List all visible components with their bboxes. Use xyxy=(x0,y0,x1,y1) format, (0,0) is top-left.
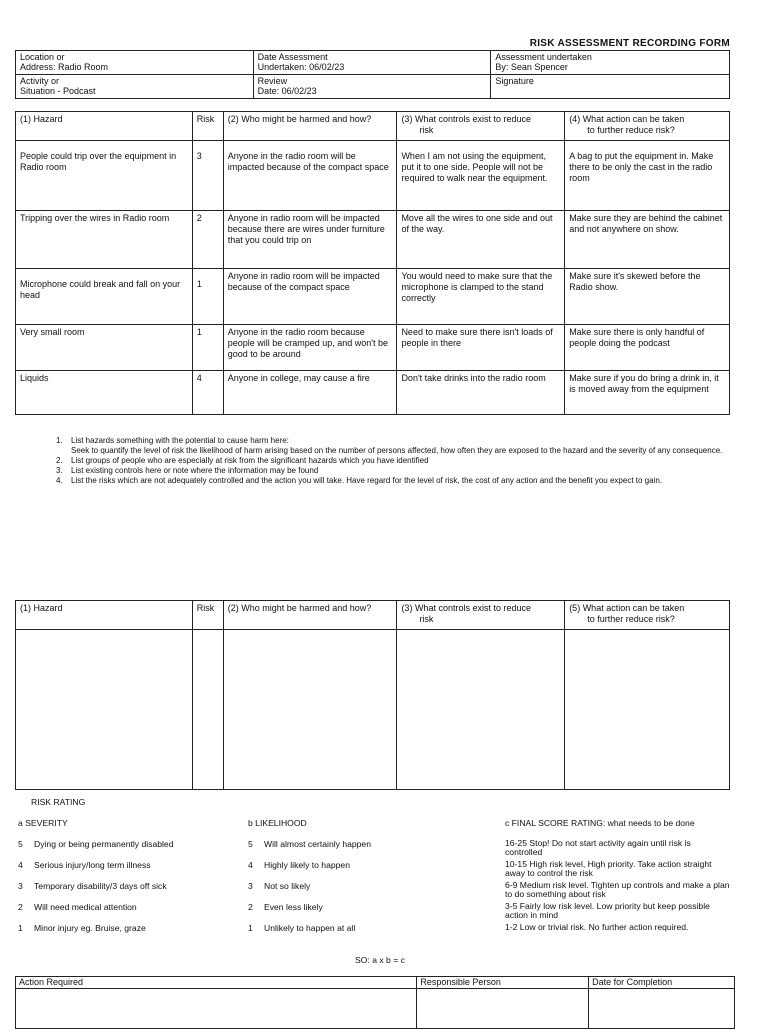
severity-score: 1 xyxy=(18,923,23,933)
table-row xyxy=(16,325,730,371)
likelihood-score: 3 xyxy=(248,881,253,891)
risk-rating-title: RISK RATING xyxy=(31,797,86,807)
col-controls-line1: (3) What controls exist to reduce xyxy=(401,114,531,124)
likelihood-item xyxy=(248,902,488,923)
likelihood-item xyxy=(248,923,488,944)
hazard-cell: People could trip over the equipment in Radio room xyxy=(16,141,193,211)
likelihood-score: 4 xyxy=(248,860,253,870)
severity-score: 4 xyxy=(18,860,23,870)
blank-controls-cell[interactable] xyxy=(397,630,565,790)
location-label: Location or xyxy=(20,52,65,62)
likelihood-title: b LIKELIHOOD xyxy=(248,818,307,828)
final-score-item: 6-9 Medium risk level. Tighten up controls and make a plan to do something about risk xyxy=(505,880,730,900)
action-required-cell[interactable] xyxy=(16,989,417,1029)
note-item xyxy=(56,436,736,446)
likelihood-text: Not so likely xyxy=(264,881,311,891)
action-row xyxy=(16,989,735,1029)
likelihood-text: Even less likely xyxy=(264,902,323,912)
action-cell: Make sure there is only handful of people doing the podcast xyxy=(565,325,730,371)
risk-cell: 1 xyxy=(192,325,223,371)
col-controls-line2: risk xyxy=(419,613,434,624)
col-who: (2) Who might be harmed and how? xyxy=(223,112,397,141)
likelihood-list xyxy=(248,839,488,944)
col-action-line1: (5) What action can be taken xyxy=(569,603,685,613)
note-number xyxy=(56,446,71,456)
col-controls-line2: risk xyxy=(419,124,434,135)
col-action-required: Action Required xyxy=(16,977,417,989)
col-risk: Risk xyxy=(192,112,223,141)
severity-item xyxy=(18,923,238,944)
undertaken-value: Undertaken: 06/02/23 xyxy=(257,62,345,73)
blank-hazard-cell[interactable] xyxy=(16,630,193,790)
final-score-title: c FINAL SCORE RATING: what needs to be done xyxy=(505,818,695,828)
severity-list xyxy=(18,839,238,944)
controls-cell: Need to make sure there isn't loads of people in there xyxy=(397,325,565,371)
table-row xyxy=(16,141,730,211)
hazard-cell: Tripping over the wires in Radio room xyxy=(16,211,193,269)
signature-label: Signature xyxy=(495,76,534,86)
who-cell: Anyone in radio room will be impacted because there are wires under furniture that you could trip on xyxy=(223,211,397,269)
review-date-value: Date: 06/02/23 xyxy=(257,86,317,97)
action-cell: Make sure if you do bring a drink in, it is moved away from the equipment xyxy=(565,371,730,415)
controls-cell: Don't take drinks into the radio room xyxy=(397,371,565,415)
col-action xyxy=(565,112,730,141)
date-for-completion-cell[interactable] xyxy=(589,989,735,1029)
col-action-line2: to further reduce risk? xyxy=(587,613,675,624)
date-label: Date Assessment xyxy=(257,52,328,62)
hazard-cell: Microphone could break and fall on your head xyxy=(16,269,193,325)
severity-item xyxy=(18,881,238,902)
hazard-table-header xyxy=(16,112,730,141)
likelihood-item xyxy=(248,881,488,902)
risk-cell: 3 xyxy=(192,141,223,211)
form-title: RISK ASSESSMENT RECORDING FORM xyxy=(529,38,730,49)
severity-item xyxy=(18,860,238,881)
formula-text: SO: a x b = c xyxy=(355,955,405,965)
likelihood-text: Highly likely to happen xyxy=(264,860,350,870)
note-item xyxy=(56,476,736,486)
note-text: Seek to quantify the level of risk the likelihood of harm arising based on the number of persons affected, how often they are exposed to the hazard and the severity of any consequence. xyxy=(71,446,723,455)
col-who: (2) Who might be harmed and how? xyxy=(223,601,397,630)
final-score-item: 3-5 Fairly low risk level. Low priority but keep possible action in mind xyxy=(505,901,710,921)
col-action xyxy=(565,601,730,630)
who-cell: Anyone in radio room will be impacted because of the compact space xyxy=(223,269,397,325)
instructions-list xyxy=(56,436,736,486)
risk-cell: 4 xyxy=(192,371,223,415)
note-text: List groups of people who are especially at risk from the significant hazards which you have identified xyxy=(71,456,429,465)
col-action-line1: (4) What action can be taken xyxy=(569,114,685,124)
note-number: 4. xyxy=(56,476,63,485)
col-controls xyxy=(397,601,565,630)
who-cell: Anyone in the radio room will be impacted because of the compact space xyxy=(223,141,397,211)
assessment-label: Assessment undertaken xyxy=(495,52,592,62)
final-score-item: 10-15 High risk level, High priority. Take action straight away to control the risk xyxy=(505,859,712,879)
severity-item xyxy=(18,902,238,923)
col-responsible-person: Responsible Person xyxy=(417,977,589,989)
table-row xyxy=(16,211,730,269)
likelihood-item xyxy=(248,860,488,881)
blank-who-cell[interactable] xyxy=(223,630,397,790)
review-cell xyxy=(253,75,491,99)
signature-cell xyxy=(491,75,730,99)
col-controls-line1: (3) What controls exist to reduce xyxy=(401,603,531,613)
col-hazard: (1) Hazard xyxy=(16,112,193,141)
col-action-line2: to further reduce risk? xyxy=(587,124,675,135)
note-text: List existing controls here or note where the information may be found xyxy=(71,466,319,475)
action-table-header xyxy=(16,977,735,989)
final-score-item: 16-25 Stop! Do not start activity again until risk is controlled xyxy=(505,838,691,858)
severity-item xyxy=(18,839,238,860)
likelihood-text: Unlikely to happen at all xyxy=(264,923,356,933)
action-cell: Make sure it's skewed before the Radio show. xyxy=(565,269,730,325)
hazard-cell: Very small room xyxy=(16,325,193,371)
controls-cell: Move all the wires to one side and out of the way. xyxy=(397,211,565,269)
blank-risk-cell[interactable] xyxy=(192,630,223,790)
col-hazard: (1) Hazard xyxy=(16,601,193,630)
severity-text: Serious injury/long term illness xyxy=(34,860,151,870)
col-risk: Risk xyxy=(192,601,223,630)
note-number: 2. xyxy=(56,456,63,465)
final-score-list xyxy=(505,839,730,944)
severity-score: 3 xyxy=(18,881,23,891)
severity-text: Minor injury eg. Bruise, graze xyxy=(34,923,146,933)
likelihood-score: 2 xyxy=(248,902,253,912)
blank-action-cell[interactable] xyxy=(565,630,730,790)
risk-cell: 2 xyxy=(192,211,223,269)
table-row xyxy=(16,371,730,415)
action-cell: A bag to put the equipment in. Make there to be only the cast in the radio room xyxy=(565,141,730,211)
activity-cell xyxy=(16,75,254,99)
severity-text: Will need medical attention xyxy=(34,902,137,912)
location-cell xyxy=(16,51,254,75)
severity-score: 2 xyxy=(18,902,23,912)
action-table xyxy=(15,976,735,1029)
hazard-cell: Liquids xyxy=(16,371,193,415)
note-item xyxy=(56,466,736,476)
likelihood-text: Will almost certainly happen xyxy=(264,839,371,849)
severity-title: a SEVERITY xyxy=(18,818,68,828)
col-date-for-completion: Date for Completion xyxy=(589,977,735,989)
controls-cell: You would need to make sure that the microphone is clamped to the stand correctly xyxy=(397,269,565,325)
situation-value: Situation - Podcast xyxy=(20,86,96,97)
note-item xyxy=(56,446,736,456)
blank-hazard-table xyxy=(15,600,730,790)
note-text: List the risks which are not adequately controlled and the action you will take. Have regard for the level of risk, the cost of any action and the benefit you expect to gain. xyxy=(71,476,663,485)
assessor-value: By: Sean Spencer xyxy=(495,62,568,73)
severity-score: 5 xyxy=(18,839,23,849)
likelihood-item xyxy=(248,839,488,860)
risk-cell: 1 xyxy=(192,269,223,325)
who-cell: Anyone in college, may cause a fire xyxy=(223,371,397,415)
likelihood-score: 1 xyxy=(248,923,253,933)
address-value: Address: Radio Room xyxy=(20,62,109,73)
hazard-table xyxy=(15,111,730,415)
who-cell: Anyone in the radio room because people will be cramped up, and won't be good to be around xyxy=(223,325,397,371)
note-number: 1. xyxy=(56,436,63,445)
note-number: 3. xyxy=(56,466,63,475)
activity-label: Activity or xyxy=(20,76,60,86)
responsible-person-cell[interactable] xyxy=(417,989,589,1029)
blank-row xyxy=(16,630,730,790)
controls-cell: When I am not using the equipment, put it to one side. People will not be required to walk near the equipment. xyxy=(397,141,565,211)
date-cell xyxy=(253,51,491,75)
review-label: Review xyxy=(257,76,288,86)
action-cell: Make sure they are behind the cabinet and not anywhere on show. xyxy=(565,211,730,269)
assessor-cell xyxy=(491,51,730,75)
blank-table-header xyxy=(16,601,730,630)
table-row xyxy=(16,269,730,325)
note-text: List hazards something with the potential to cause harm here: xyxy=(71,436,289,445)
severity-text: Dying or being permanently disabled xyxy=(34,839,174,849)
final-score-item: 1-2 Low or trivial risk. No further action required. xyxy=(505,922,689,932)
likelihood-score: 5 xyxy=(248,839,253,849)
header-table xyxy=(15,50,730,99)
col-controls xyxy=(397,112,565,141)
note-item xyxy=(56,456,736,466)
severity-text: Temporary disability/3 days off sick xyxy=(34,881,167,891)
